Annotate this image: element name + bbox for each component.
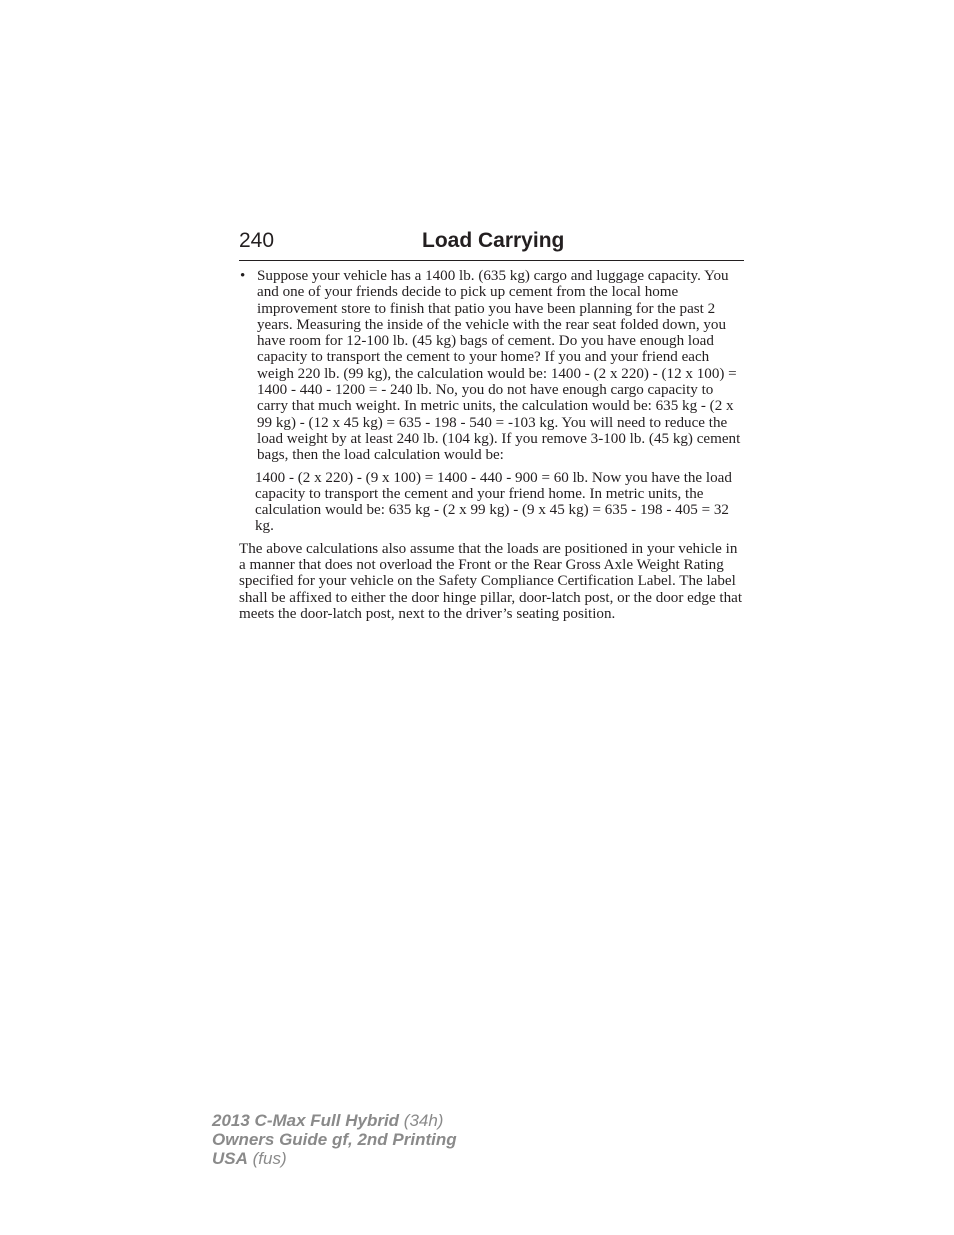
footer-line-market — [212, 1149, 457, 1168]
page-content — [239, 268, 744, 622]
section-title: Load Carrying — [422, 229, 565, 252]
page-number: 240 — [239, 229, 275, 252]
bullet-paragraph: Suppose your vehicle has a 1400 lb. (635 kg) cargo and luggage capacity. You and one of your friends decide to pick up cement from the local home improvement store to finish that patio you have been planning for the past 2 years. Measuring the inside of the vehicle with the rear seat folded down, you have room for 12-100 lb. (45 kg) bags of cement. Do you have enough load capacity to transport the cement to your home? If you and your friend each weigh 220 lb. (99 kg), the calculation would be: 1400 - (2 x 220) - (12 x 100) = 1400 - 440 - 1200 = - 240 lb. No, you do not have enough cargo capacity to carry that much weight. In metric units, the calculation would be: 635 kg - (2 x 99 kg) - (12 x 45 kg) = 635 - 198 - 540 = -103 kg. You will need to reduce the load weight by at least 240 lb. (104 kg). If you remove 3-100 lb. (45 kg) cement bags, then the load calculation would be: — [257, 268, 741, 464]
page-header — [239, 226, 744, 261]
footer-market-code: (fus) — [247, 1149, 287, 1168]
footer-guide-name: Owners Guide gf, 2nd Printing — [212, 1130, 457, 1149]
footer-model-code: (34h) — [399, 1111, 444, 1130]
footer-line-guide — [212, 1130, 457, 1149]
document-footer — [212, 1111, 457, 1168]
bullet-item — [239, 268, 744, 464]
bullet-icon: • — [240, 268, 246, 284]
footer-market-name: USA — [212, 1149, 248, 1168]
footer-line-model — [212, 1111, 457, 1130]
footer-model-name: 2013 C-Max Full Hybrid — [212, 1111, 400, 1130]
closing-paragraph: The above calculations also assume that the loads are positioned in your vehicle in a manner that does not overload the Front or the Rear Gross Axle Weight Rating specified for your vehicle on the Safety Compliance Certification Label. The label shall be affixed to either the door hinge pillar, door-latch post, or the door edge that meets the door-latch post, next to the driver’s seating position. — [239, 540, 743, 622]
continuation-paragraph: 1400 - (2 x 220) - (9 x 100) = 1400 - 440 - 900 = 60 lb. Now you have the load capacity to transport the cement and your friend home. In metric units, the calculation would be: 635 kg - (2 x 99 kg) - (9 x 45 kg) = 635 - 198 - 405 = 32 kg. — [255, 469, 732, 535]
